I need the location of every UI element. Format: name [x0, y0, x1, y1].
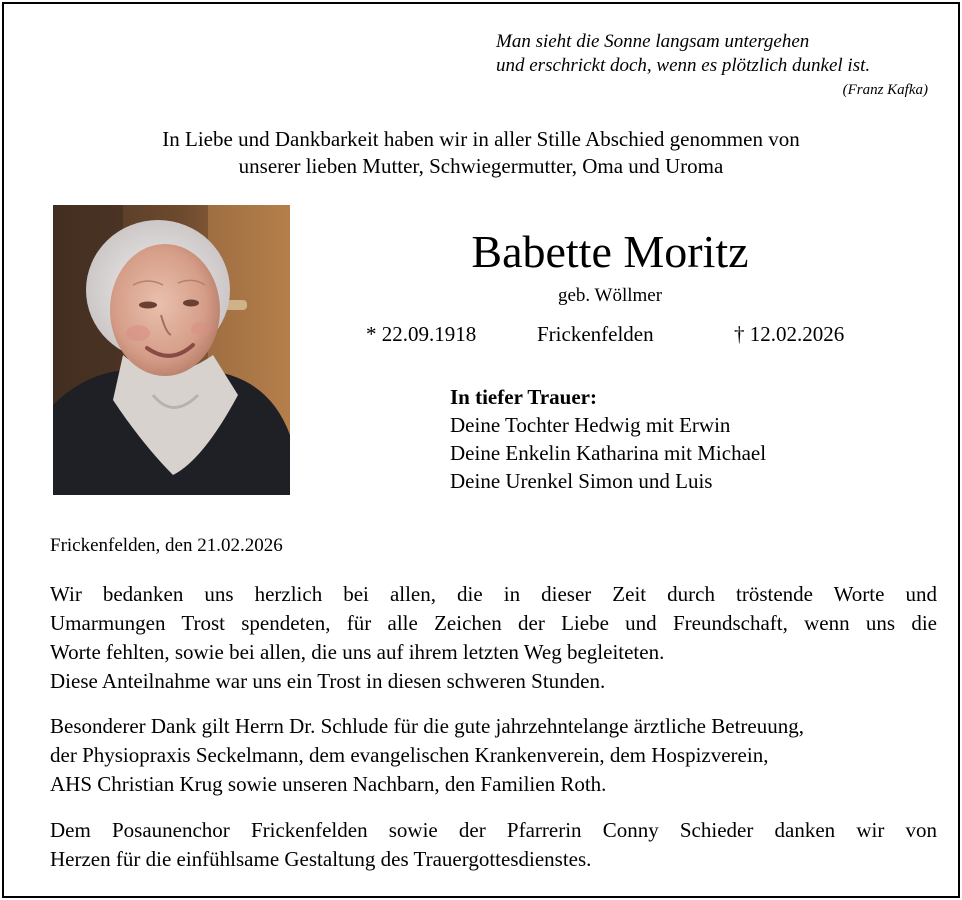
intro-line-2: unserer lieben Mutter, Schwiegermutter, Oma und Uroma	[238, 154, 724, 178]
paragraph-1-line-2: Umarmungen Trost spendeten, für alle Zeichen der Liebe und Freundschaft, wenn uns die	[50, 611, 937, 635]
paragraph-1-line-4: Diese Anteilnahme war uns ein Trost in diesen schweren Stunden.	[50, 669, 606, 693]
paragraph-2-line-2: der Physiopraxis Seckelmann, dem evangelischen Krankenverein, dem Hospizverein,	[50, 743, 769, 767]
quote-author: (Franz Kafka)	[842, 82, 928, 98]
thanks-paragraph-3	[50, 816, 937, 874]
mourners-block	[450, 383, 766, 495]
kafka-quote	[496, 30, 936, 100]
paragraph-2-line-3: AHS Christian Krug sowie unseren Nachbarn, den Familien Roth.	[50, 772, 607, 796]
death-date: † 12.02.2026	[734, 322, 845, 346]
paragraph-3-line-2: Herzen für die einfühlsame Gestaltung des Trauergottesdienstes.	[50, 847, 592, 871]
birth-place: Frickenfelden	[537, 322, 654, 346]
mourner-line-3: Deine Urenkel Simon und Luis	[450, 469, 713, 493]
intro-line-1: In Liebe und Dankbarkeit haben wir in aller Stille Abschied genommen von	[162, 127, 800, 151]
birth-date: * 22.09.1918	[366, 322, 477, 346]
paragraph-1-line-1: Wir bedanken uns herzlich bei allen, die in dieser Zeit durch tröstende Worte und	[50, 582, 937, 606]
paragraph-1-line-3: Worte fehlten, sowie bei allen, die uns auf ihrem letzten Weg begleiteten.	[50, 640, 665, 664]
portrait-photo-illustration	[53, 205, 290, 495]
thanks-paragraph-2	[50, 712, 937, 799]
place-and-date: Frickenfelden, den 21.02.2026	[50, 535, 283, 556]
paragraph-2-line-1: Besonderer Dank gilt Herrn Dr. Schlude für die gute jahrzehntelange ärztliche Betreuung,	[50, 714, 804, 738]
intro-text	[0, 126, 962, 180]
deceased-name: Babette Moritz	[471, 226, 749, 277]
quote-line-1: Man sieht die Sonne langsam untergehen	[496, 31, 810, 52]
mourner-line-2: Deine Enkelin Katharina mit Michael	[450, 441, 767, 465]
mourner-line-1: Deine Tochter Hedwig mit Erwin	[450, 413, 731, 437]
thanks-paragraph-1	[50, 580, 937, 696]
quote-line-2: und erschrickt doch, wenn es plötzlich dunkel ist.	[496, 55, 871, 76]
mourners-heading: In tiefer Trauer:	[450, 385, 597, 409]
portrait-photo	[53, 205, 290, 495]
paragraph-3-line-1: Dem Posaunenchor Frickenfelden sowie der Pfarrerin Conny Schieder danken wir von	[50, 818, 937, 842]
maiden-name: geb. Wöllmer	[557, 285, 663, 306]
